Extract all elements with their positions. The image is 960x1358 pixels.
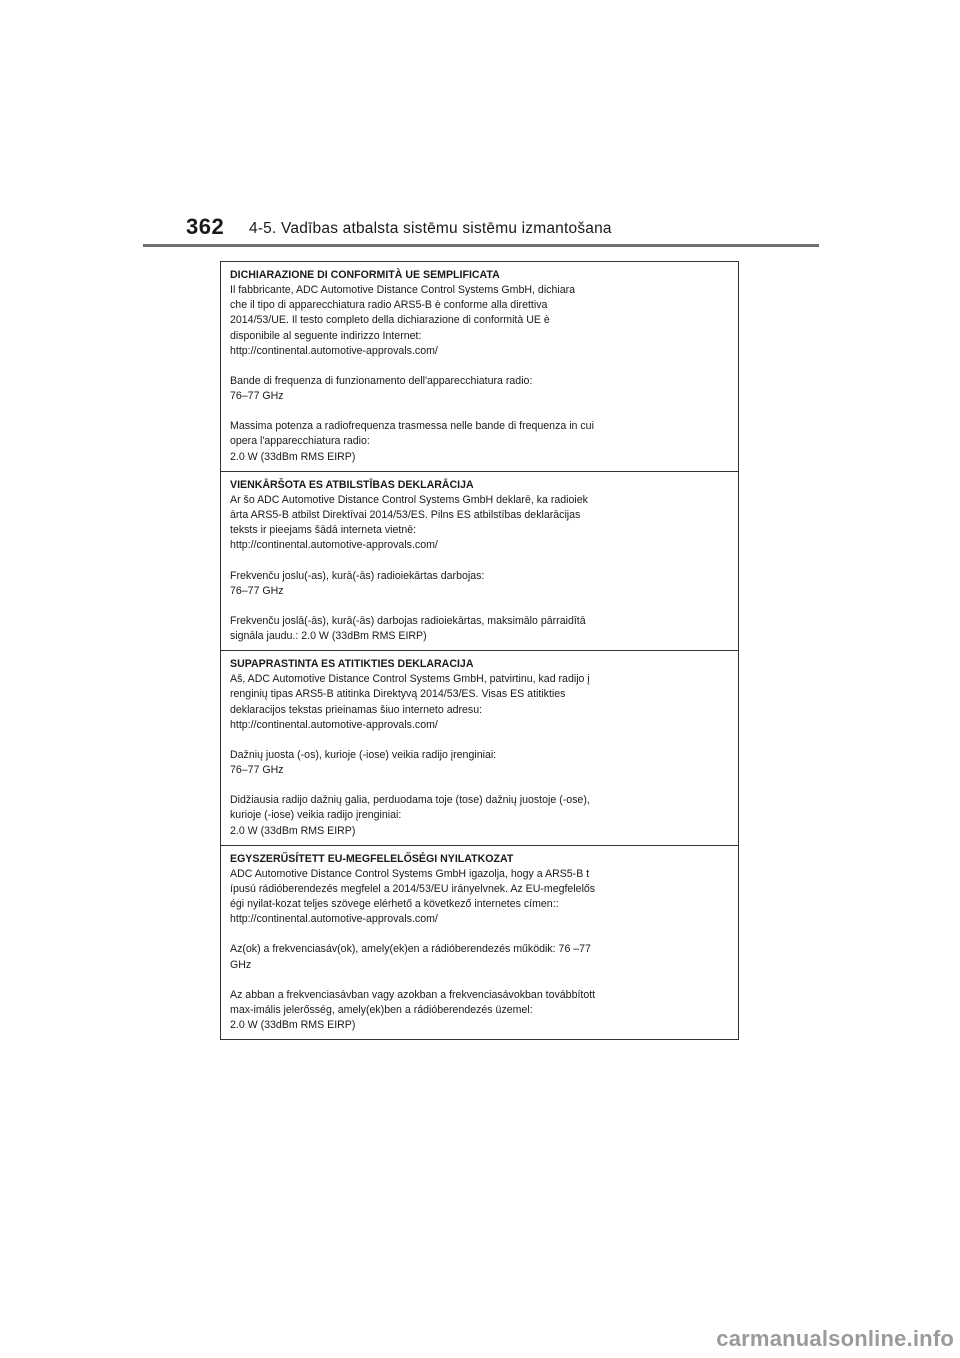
body-text-line: teksts ir pieejams šādā interneta vietnē:	[230, 524, 417, 537]
paragraph-gap	[230, 927, 730, 942]
power-text-line: kurioje (-iose) veikia radijo įrenginiai:	[230, 809, 402, 822]
body-text-line: deklaracijos tekstas prieinamas šiuo interneto adresu:	[230, 703, 483, 716]
body-text-line: http://continental.automotive-approvals.com/	[230, 913, 438, 926]
paragraph-gap	[230, 778, 730, 793]
declaration-heading: VIENKĀRŠOTA ES ATBILSTĪBAS DEKLARĀCIJA	[230, 478, 474, 491]
power-text-line: opera l'apparecchiatura radio:	[230, 435, 370, 448]
paragraph-gap	[230, 404, 730, 419]
power-text-line: Az abban a frekvenciasávban vagy azokban a frekvenciasávokban továbbított	[230, 988, 596, 1001]
body-text-line: ADC Automotive Distance Control Systems GmbH igazolja, hogy a ARS5-B t	[230, 867, 590, 880]
power-text-line: Massima potenza a radiofrequenza trasmessa nelle bande di frequenza in cui	[230, 420, 594, 433]
body-text-line: Il fabbricante, ADC Automotive Distance Control Systems GmbH, dichiara	[230, 284, 576, 297]
header-rule	[143, 244, 819, 247]
body-text-line: Ar šo ADC Automotive Distance Control Systems GmbH deklarē, ka radioiek	[230, 493, 588, 506]
band-text-line: Frekvenču joslu(-as), kurā(-ās) radioiekārtas darbojas:	[230, 569, 485, 582]
band-text-line: Dažnių juosta (-os), kurioje (-iose) veikia radijo įrenginiai:	[230, 748, 497, 761]
band-text-line: Bande di frequenza di funzionamento dell'apparecchiatura radio:	[230, 374, 533, 387]
paragraph-gap	[230, 733, 730, 748]
paragraph-gap	[230, 973, 730, 988]
declaration-heading: DICHIARAZIONE DI CONFORMITÀ UE SEMPLIFICATA	[230, 269, 500, 281]
declaration-block-latvian	[221, 471, 738, 650]
band-text-line: 76–77 GHz	[230, 390, 284, 403]
paragraph-gap	[230, 554, 730, 569]
power-text-line: signāla jaudu.: 2.0 W (33dBm RMS EIRP)	[230, 629, 427, 642]
band-text-line: GHz	[230, 958, 252, 971]
power-text-line: max-imális jelerősség, amely(ek)ben a rádióberendezés üzemel:	[230, 1003, 533, 1016]
section-title: 4-5. Vadības atbalsta sistēmu sistēmu izmantošana	[249, 220, 612, 237]
power-text-line: Didžiausia radijo dažnių galia, perduodama toje (tose) dažnių juostoje (-ose),	[230, 794, 590, 807]
declaration-table	[220, 261, 739, 1040]
declaration-heading: EGYSZERŰSÍTETT EU-MEGFELELŐSÉGI NYILATKOZAT	[230, 852, 514, 865]
body-text-line: http://continental.automotive-approvals.com/	[230, 718, 438, 731]
body-text-line: renginių tipas ARS5-B atitinka Direktyvą 2014/53/ES. Visas ES atitikties	[230, 688, 566, 701]
body-text-line: Aš, ADC Automotive Distance Control Systems GmbH, patvirtinu, kad radijo į	[230, 673, 590, 686]
body-text-line: ípusú rádióberendezés megfelel a 2014/53/EU irányelvnek. Az EU-megfelelős	[230, 883, 596, 895]
watermark: carmanualsonline.info	[716, 1326, 954, 1351]
power-text-line: 2.0 W (33dBm RMS EIRP)	[230, 450, 356, 463]
body-text-line: http://continental.automotive-approvals.com/	[230, 539, 438, 552]
page-number: 362	[186, 214, 225, 239]
body-text-line: ārta ARS5-B atbilst Direktīvai 2014/53/ES. Pilns ES atbilstības deklarācijas	[230, 509, 581, 522]
paragraph-gap	[230, 599, 730, 614]
body-text-line: 2014/53/UE. Il testo completo della dichiarazione di conformità UE è	[230, 314, 550, 327]
body-text-line: disponibile al seguente indirizzo Internet:	[230, 329, 422, 342]
declaration-block-lithuanian	[221, 650, 738, 845]
declaration-heading: SUPAPRASTINTA ES ATITIKTIES DEKLARACIJA	[230, 658, 474, 671]
power-text-line: 2.0 W (33dBm RMS EIRP)	[230, 824, 356, 837]
band-text-line: 76–77 GHz	[230, 584, 284, 597]
body-text-line: égi nyilat-kozat teljes szövege elérhető a következő internetes címen::	[230, 898, 559, 911]
band-text-line: Az(ok) a frekvenciasáv(ok), amely(ek)en a rádióberendezés működik: 76 –77	[230, 943, 591, 956]
power-text-line: 2.0 W (33dBm RMS EIRP)	[230, 1019, 356, 1032]
declaration-block-hungarian	[221, 845, 738, 1040]
paragraph-gap	[230, 359, 730, 374]
declaration-block-italian	[221, 262, 738, 471]
body-text-line: che il tipo di apparecchiatura radio ARS5-B è conforme alla direttiva	[230, 299, 548, 312]
power-text-line: Frekvenču joslā(-ās), kurā(-ās) darbojas radioiekārtas, maksimālo pārraidītā	[230, 614, 586, 627]
band-text-line: 76–77 GHz	[230, 764, 284, 777]
body-text-line: http://continental.automotive-approvals.com/	[230, 344, 438, 357]
